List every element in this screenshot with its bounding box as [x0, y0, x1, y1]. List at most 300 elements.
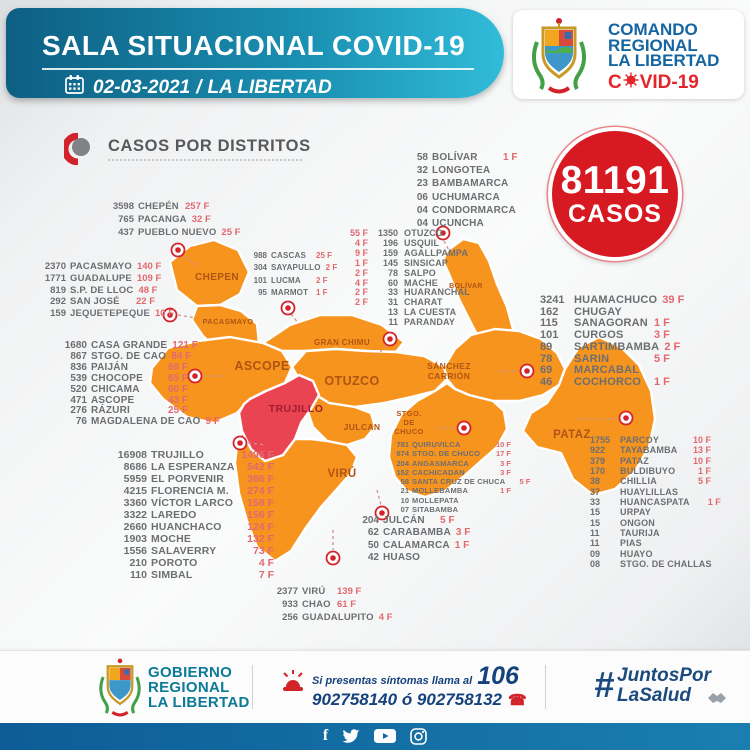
district-name: EL PORVENIR: [151, 473, 224, 485]
district-total: 674: [396, 449, 409, 459]
district-name: HUAMACHUCO: [574, 294, 658, 306]
district-total: 06: [416, 191, 428, 203]
district-name: UCHUMARCA: [432, 191, 500, 203]
district-name: URPAY: [620, 507, 652, 518]
district-female-count: 132 F: [247, 533, 274, 545]
district-female-count: 10 F: [692, 435, 711, 445]
district-female-count: 61 F: [337, 599, 357, 610]
phone-icon: ☎: [508, 692, 527, 709]
district-name: SIMBAL: [151, 569, 193, 581]
district-name: CHARAT: [404, 297, 443, 308]
district-name: SARTIMBAMBA: [574, 340, 660, 353]
district-row: [395, 468, 530, 477]
district-total: 50: [367, 539, 379, 551]
district-row: [355, 527, 470, 539]
district-name: LUCMA: [271, 275, 301, 285]
district-name: HUARANCHAL: [404, 287, 470, 298]
district-name: MOLLEPATA: [412, 495, 459, 505]
district-female-count: 5 F: [697, 476, 711, 487]
hashtag-line-2: LaSalud: [617, 685, 691, 706]
district-row: [272, 611, 392, 624]
district-name: PATAZ: [620, 455, 649, 466]
district-name: JEQUETEPEQUE: [70, 308, 151, 320]
province-label-chepen: CHEPEN: [194, 272, 240, 283]
district-group-pataz: [590, 435, 743, 569]
district-group-sanchez-carrion: [540, 295, 684, 389]
district-row: [590, 559, 743, 569]
district-row: [590, 528, 743, 538]
district-total: 78: [540, 352, 553, 365]
district-name: PACASMAYO: [70, 261, 132, 272]
district-group-santiago-de-chuco: [395, 440, 530, 514]
district-row: [590, 538, 743, 548]
district-row: [113, 521, 274, 533]
district-name: ONGON: [620, 517, 656, 528]
district-total: 15: [590, 507, 601, 518]
district-name: GUADALUPITO: [302, 612, 374, 623]
district-row: [113, 545, 274, 557]
district-name: STGO. DE CAO: [91, 350, 167, 362]
district-row: [348, 318, 470, 328]
district-row: [113, 509, 274, 521]
hash-symbol: #: [594, 664, 615, 705]
youtube-icon[interactable]: [374, 727, 396, 745]
district-total: 16908: [117, 449, 147, 461]
district-name: HUAYLILLAS: [620, 486, 679, 497]
district-row: [42, 273, 174, 285]
district-row: [540, 377, 684, 389]
district-total: 37: [590, 486, 601, 497]
district-name: MAGDALENA DE CAO: [91, 416, 201, 428]
district-total: 3241: [540, 294, 565, 306]
district-row: [113, 533, 274, 545]
district-total: 8686: [123, 461, 147, 473]
district-total: 1350: [377, 228, 398, 238]
district-total: 3598: [112, 201, 134, 212]
district-total: 42: [367, 551, 379, 563]
district-female-count: 386 F: [247, 473, 274, 485]
district-female-count: 3 F: [455, 527, 471, 539]
district-name: COCHORCO: [574, 375, 641, 388]
district-name: UCUNCHA: [432, 218, 484, 230]
district-female-count: 1 F: [454, 539, 470, 551]
district-female-count: 84 F: [171, 350, 192, 362]
district-row: [113, 497, 274, 509]
district-female-count: 9 F: [354, 247, 368, 258]
district-row: [113, 473, 274, 485]
district-row: [590, 435, 743, 445]
province-label-julcan: JULCAN: [343, 422, 381, 432]
province-label-stgo-1: STGO.: [396, 409, 422, 418]
district-name: JULCÁN: [383, 515, 425, 526]
district-name: ASCOPE: [91, 394, 135, 406]
district-total: 11: [590, 528, 600, 539]
district-female-count: 43 F: [168, 394, 189, 406]
district-name: SAYAPULLO: [271, 263, 321, 273]
province-label-stgo-2: DE: [403, 418, 415, 427]
district-row: [395, 459, 530, 468]
district-name: CHUGAY: [574, 305, 622, 318]
district-row: [590, 487, 743, 497]
district-total: 38: [590, 476, 601, 487]
district-name: PACANGA: [138, 214, 187, 225]
district-row: [412, 204, 521, 217]
district-row: [42, 308, 174, 320]
district-row: [395, 449, 530, 458]
district-row: [412, 164, 521, 177]
district-total: 76: [75, 416, 87, 428]
district-total: 21: [400, 486, 409, 496]
district-female-count: 1 F: [654, 317, 670, 330]
district-group-gran-chimu: [250, 250, 337, 299]
district-name: S.P. DE LLOC: [70, 284, 134, 296]
district-name: CASCAS: [271, 251, 306, 260]
district-total: 78: [387, 267, 398, 278]
district-name: TRUJILLO: [151, 449, 204, 461]
covid-logo-c: C: [608, 72, 622, 93]
total-cases-value: 81191: [560, 159, 670, 202]
district-row: [113, 569, 274, 581]
district-female-count: 139 F: [337, 586, 362, 597]
district-total: 256: [282, 612, 298, 623]
hotline-text: Si presentas síntomas llama al: [312, 675, 473, 687]
footer-bar: [0, 650, 750, 724]
district-female-count: 32 F: [191, 214, 211, 225]
district-female-count: 257 F: [185, 201, 210, 212]
district-female-count: 158 F: [247, 497, 274, 509]
district-female-count: 69 F: [168, 361, 189, 373]
district-name: MARCABAL: [574, 364, 640, 377]
district-name: CHAO: [302, 599, 331, 610]
district-row: [272, 585, 392, 598]
district-group-bolivar: [412, 151, 521, 230]
district-row: [250, 275, 337, 287]
district-name: LONGOTEA: [432, 165, 491, 177]
district-female-count: 25 F: [221, 227, 241, 238]
district-total: 988: [253, 251, 267, 260]
district-row: [355, 552, 470, 564]
district-name: CHILLIA: [620, 476, 657, 487]
hotline-number: 106: [477, 662, 519, 690]
district-female-count: 3 F: [500, 467, 511, 477]
district-name: CHOCOPE: [91, 372, 143, 384]
district-name: SARIN: [574, 352, 610, 365]
gob-line-3: LA LIBERTAD: [148, 694, 250, 711]
district-total: 1903: [123, 533, 147, 545]
district-group-ascope: [63, 341, 220, 428]
district-female-count: 1 F: [503, 152, 518, 163]
district-row: [590, 497, 743, 507]
district-total: 145: [382, 257, 398, 268]
district-row: [590, 466, 743, 476]
district-total: 07: [400, 505, 409, 515]
district-total: 922: [590, 445, 606, 456]
district-female-count: 1 F: [707, 497, 721, 508]
district-total: 819: [50, 284, 66, 296]
district-row: [590, 445, 743, 455]
district-total: 1556: [123, 545, 147, 557]
district-row: [590, 507, 743, 517]
district-female-count: 1 F: [354, 257, 368, 268]
district-row: [113, 485, 274, 497]
district-total: 60: [387, 277, 398, 288]
district-row: [42, 285, 174, 297]
province-label-pacasmayo: PACASMAYO: [202, 317, 254, 326]
district-name: CURGOS: [574, 329, 624, 342]
district-total: 2370: [44, 261, 66, 272]
district-name: QUIRUVILCA: [412, 440, 461, 449]
district-name: SALAVERRY: [151, 545, 217, 557]
district-row: [42, 296, 174, 308]
district-total: 62: [367, 527, 379, 539]
district-total: 89: [540, 340, 553, 353]
province-label-gran-chimu: GRAN CHIMU: [314, 338, 370, 347]
province-label-ascope: ASCOPE: [234, 359, 290, 373]
district-total: 276: [70, 405, 87, 417]
district-total: 520: [70, 383, 87, 395]
district-female-count: 10 F: [155, 308, 175, 320]
district-row: [412, 191, 521, 204]
district-name: TAURIJA: [620, 528, 660, 539]
district-row: [110, 200, 240, 213]
district-total: 204: [396, 458, 409, 468]
district-female-count: 65 F: [168, 372, 189, 384]
page-title: SALA SITUACIONAL COVID-19: [42, 30, 466, 61]
district-name: CHICAMA: [91, 383, 140, 395]
district-row: [110, 226, 240, 239]
district-female-count: 2 F: [316, 275, 328, 285]
district-female-count: 1 F: [500, 486, 511, 496]
province-label-stgo-3: CHUCO: [394, 427, 424, 436]
district-total: 379: [590, 455, 606, 466]
district-female-count: 22 F: [136, 296, 156, 308]
district-name: GUADALUPE: [70, 272, 132, 284]
district-female-count: 5 F: [440, 515, 455, 526]
district-total: 10: [400, 495, 409, 505]
district-total: 04: [416, 204, 428, 216]
district-name: CASA GRANDE: [91, 340, 168, 351]
district-name: SITABAMBA: [412, 505, 459, 515]
district-row: [63, 417, 220, 428]
province-label-otuzco: OTUZCO: [324, 374, 380, 388]
district-row: [113, 557, 274, 569]
district-name: USQUIL: [404, 237, 440, 248]
district-total: 11: [590, 538, 600, 549]
district-female-count: 39 F: [662, 294, 685, 306]
district-row: [355, 515, 470, 527]
footer-divider-1: [252, 665, 253, 709]
district-row: [395, 486, 530, 495]
district-total: 1680: [64, 340, 87, 351]
district-total: 781: [396, 440, 409, 449]
instagram-icon[interactable]: [410, 727, 427, 745]
province-label-pataz: PATAZ: [553, 429, 591, 441]
covid-logo-rest: VID-19: [639, 72, 699, 93]
district-female-count: 121 F: [172, 340, 198, 351]
district-female-count: 156 F: [247, 509, 274, 521]
district-group-otuzco: [348, 229, 470, 328]
district-female-count: 3 F: [500, 458, 511, 468]
district-total: 3360: [123, 497, 147, 509]
district-name: HUANCASPATA: [620, 497, 690, 508]
district-name: OTUZCO: [404, 228, 444, 238]
district-row: [590, 549, 743, 559]
district-female-count: 1 F: [654, 375, 670, 388]
district-total: 471: [70, 394, 87, 406]
district-female-count: 9 F: [205, 416, 220, 428]
district-total: 58: [416, 152, 428, 163]
gob-line-1: GOBIERNO: [148, 664, 233, 681]
district-name: LAREDO: [151, 509, 197, 521]
district-female-count: 2 F: [354, 267, 368, 278]
district-total: 196: [382, 237, 398, 248]
district-total: 162: [540, 305, 559, 318]
district-female-count: 1 F: [697, 466, 711, 477]
date-separator: /: [196, 76, 202, 98]
district-name: FLORENCIA M.: [151, 485, 229, 497]
district-female-count: 25 F: [168, 405, 189, 417]
district-female-count: 5 F: [519, 477, 531, 487]
district-row: [250, 262, 337, 274]
district-name: VIRÚ: [302, 586, 326, 597]
district-female-count: 2 F: [354, 287, 368, 298]
district-total: 101: [253, 275, 267, 285]
district-row: [250, 250, 337, 262]
district-name: RÁZURI: [91, 405, 130, 417]
district-total: 836: [70, 361, 87, 373]
command-line-3: LA LIBERTAD: [608, 51, 720, 70]
province-label-viru: VIRÚ: [327, 468, 357, 480]
district-group-pacasmayo: [42, 261, 174, 320]
district-row: [540, 295, 684, 307]
command-line-1: COMANDO: [608, 20, 698, 39]
district-total: 115: [540, 317, 558, 330]
district-female-count: 109 F: [136, 272, 162, 284]
district-total: 95: [258, 287, 267, 297]
district-name: HUANCHACO: [151, 521, 222, 533]
district-row: [63, 374, 220, 385]
district-total: 101: [540, 329, 559, 342]
district-row: [395, 505, 530, 514]
district-name: MACHE: [404, 277, 438, 288]
district-female-count: 124 F: [247, 521, 274, 533]
district-female-count: 13 F: [692, 445, 711, 456]
district-total: 1771: [44, 272, 66, 284]
district-name: PARCOY: [620, 435, 660, 445]
district-name: MOLLEBAMBA: [412, 486, 469, 496]
district-row: [540, 342, 684, 354]
province-label-sanchez-2: CARRIÓN: [427, 371, 471, 381]
district-female-count: 3 F: [654, 329, 670, 342]
province-label-sanchez-1: SÁNCHEZ: [427, 361, 471, 371]
district-row: [110, 213, 240, 226]
district-total: 32: [416, 165, 428, 177]
twitter-icon[interactable]: [342, 727, 360, 745]
district-total: 23: [416, 178, 428, 190]
district-group-viru: [272, 585, 392, 624]
district-female-count: 48 F: [138, 284, 158, 296]
district-name: POROTO: [151, 557, 198, 569]
gob-line-2: REGIONAL: [148, 679, 230, 696]
district-name: PUEBLO NUEVO: [138, 227, 217, 238]
district-row: [272, 598, 392, 611]
district-total: 13: [387, 307, 398, 318]
district-name: VÍCTOR LARCO: [151, 497, 234, 509]
district-total: 110: [130, 569, 147, 581]
district-row: [250, 287, 337, 299]
hashtag-line-1: JuntosPor: [617, 665, 711, 686]
district-name: ANGASMARCA: [412, 458, 469, 468]
district-row: [63, 385, 220, 396]
district-row: [355, 540, 470, 552]
district-total: 210: [129, 557, 147, 569]
footer-divider-2: [545, 665, 546, 709]
district-total: 33: [590, 497, 601, 508]
section-title: CASOS POR DISTRITOS: [108, 137, 311, 155]
district-group-julcan: [355, 515, 470, 564]
district-female-count: 4 F: [354, 237, 368, 248]
district-row: [113, 449, 274, 461]
district-total: 1755: [590, 435, 611, 445]
district-female-count: 140 F: [136, 261, 162, 272]
district-total: 09: [590, 548, 601, 559]
district-name: PARANDAY: [404, 317, 456, 328]
district-total: 2377: [276, 586, 298, 597]
district-female-count: 4 F: [378, 612, 393, 623]
district-name: CARABAMBA: [383, 527, 451, 539]
hashtag-juntosporlasalud: [594, 663, 711, 707]
facebook-icon[interactable]: f: [322, 727, 329, 744]
district-female-count: 10 F: [692, 455, 711, 466]
district-group-chepen: [110, 200, 240, 239]
district-name: MOCHE: [151, 533, 192, 545]
district-row: [113, 461, 274, 473]
district-total: 15: [590, 517, 601, 528]
province-label-trujillo: TRUJILLO: [268, 403, 324, 415]
district-total: 304: [253, 263, 267, 273]
district-total: 867: [70, 350, 87, 362]
district-name: SALPO: [404, 267, 437, 278]
district-total: 33: [387, 287, 398, 298]
district-female-count: 1 F: [316, 287, 328, 297]
district-female-count: 55 F: [349, 228, 368, 238]
district-row: [395, 477, 530, 486]
district-total: 170: [590, 466, 606, 477]
district-female-count: 274 F: [247, 485, 274, 497]
district-total: 933: [282, 599, 298, 610]
district-female-count: 17 F: [495, 449, 511, 459]
district-total: 69: [540, 364, 553, 377]
district-total: 292: [50, 296, 66, 308]
district-row: [395, 496, 530, 505]
district-name: SAN JOSÉ: [70, 296, 120, 308]
district-female-count: 4 F: [258, 557, 274, 569]
district-row: [412, 177, 521, 190]
district-name: TAYABAMBA: [620, 445, 678, 456]
province-label-bolivar: BOLÍVAR: [449, 283, 483, 290]
district-group-trujillo: [113, 449, 274, 581]
district-female-count: 4 F: [354, 277, 368, 288]
district-name: AGALLPAMPA: [404, 247, 469, 258]
district-female-count: 1496 F: [241, 449, 274, 461]
district-total: 08: [590, 559, 601, 570]
district-name: SINSICAP: [404, 257, 449, 268]
district-total: 2660: [123, 521, 147, 533]
district-name: PAIJÁN: [91, 361, 129, 373]
district-name: LA CUESTA: [404, 307, 457, 318]
district-total: 159: [382, 247, 398, 258]
district-name: SANTA CRUZ DE CHUCA: [412, 477, 506, 487]
